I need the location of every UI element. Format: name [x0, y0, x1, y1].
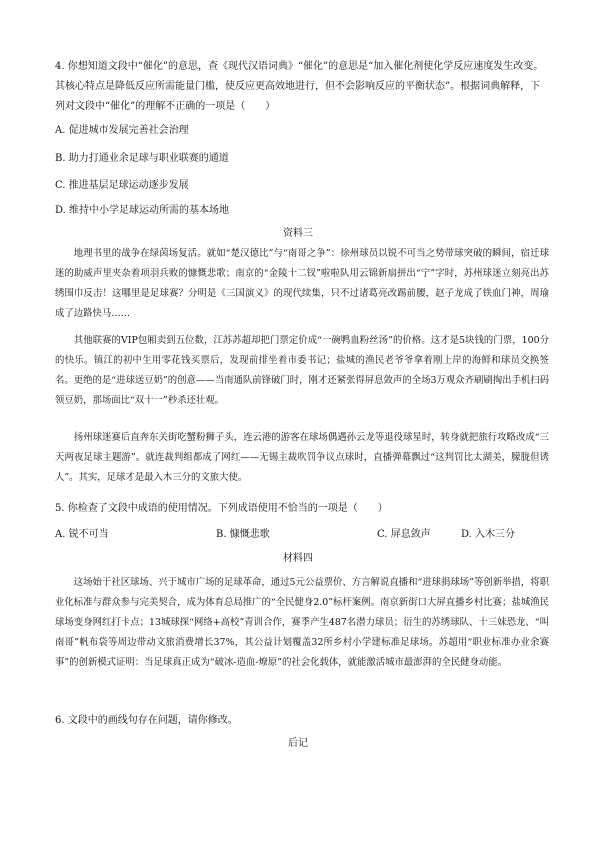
question-5: 5. 你检查了文段中成语的使用情况。下列成语使用不恰当的一项是（ ）	[55, 503, 388, 514]
q4-option-d: D. 维持中小学足球运动所需的基本场地	[55, 205, 230, 216]
material-3-title: 资料三	[283, 228, 313, 239]
q5-option-d: D. 入木三分	[461, 529, 516, 540]
q5-option-b: B. 慷慨悲歌	[216, 529, 270, 540]
q4-option-c: C. 推进基层足球运动逐步发展	[55, 180, 189, 191]
q4-option-a: A. 促进城市发展完善社会治理	[55, 125, 189, 136]
material-3-paragraph-3: 扬州球迷赛后直奔东关街吃蟹粉狮子头，连云港的游客在球场偶遇孙云龙等退役球星时，转身就把旅行攻略改成“三天两夜足球主题游”。就连裁判组都成了网红——无锡主裁吹罚争议点球时，直播弹幕飘过“这判罚比太湖美，朦胧但诱人”。其实，足球才是最入木三分的文旅大使。	[55, 432, 549, 483]
material-3-paragraph-1: 地理书里的战争在绿茵场复活。就如“楚汉德比”与“南哥之争”：徐州球员以锐不可当之势带球突破的瞬间，宿迁球迷的助威声里夹杂着项羽兵败的慷慨悲歌；南京的“金陵十二钗”啦啦队用云锦新扇拼出“宁”字时，苏州球迷立刻亮出苏绣围巾反击！这哪里是足球赛？分明是《三国演义》的现代续集，只不过诸葛亮改踢前腰，赵子龙成了铁血门神，周瑜成了边路快马……	[55, 248, 549, 319]
question-4: 4. 你想知道文段中“催化”的意思，查《现代汉语词典》“催化”的意思是“加入催化剂使化学反应速度发生改变。其核心特点是降低反应所需能量门槛，使反应更高效地进行，但不会影响反应的平衡状态”。根据词典解释，下列对文段中“催化”的理解不正确的一项是（ ）	[55, 61, 544, 112]
q5-option-c: C. 屏息敛声	[377, 529, 431, 540]
material-3-paragraph-2: 其他联赛的VIP包厢卖到五位数，江苏苏超却把门票定价成“一碗鸭血粉丝汤”的价格。这才是5块钱的门票，100分的快乐。镇江的初中生用零花钱买票后，发现前排坐着市委书记；盐城的渔民老爷爷拿着刚上岸的海鲜和球员交换签名。更绝的是“进球送豆奶”的创意——当南通队前锋破门时，刚才还紧张得屏息敛声的全场3万观众齐刷刷掏出手机扫码领豆奶，那场面比“双十一”秒杀还壮观。	[55, 335, 549, 406]
material-4-title: 材料四	[283, 553, 313, 564]
q5-option-a: A. 锐不可当	[55, 529, 109, 540]
postscript-title: 后记	[288, 738, 308, 749]
material-4-paragraph: 这场始于社区球场、兴于城市广场的足球革命，通过5元公益票价、方言解说直播和“进球捐球场”等创新举措，将职业化标准与群众参与完美契合，成为体育总局推广的“全民健身2.0”标杆案例。南京新街口大屏直播乡村比赛；盐城渔民球场变身网红打卡点；13城球探“网络+高校”青训合作，赛季产生487名潜力球员；衍生的苏绣球队、十三妹恐龙、“叫南哥”帆布袋等周边带动文旅消费增长37%，其公益计划覆盖32所乡村小学建标准足球场。苏超用“职业标准办业余赛事”的创新模式证明：当足球真正成为“破冰-造血-燎原”的社会化载体，就能激活城市最澎湃的全民健身动能。	[55, 577, 549, 668]
question-6: 6. 文段中的画线句存在问题，请你修改。	[55, 715, 238, 726]
q4-option-b: B. 助力打通业余足球与职业联赛的通道	[55, 153, 229, 164]
